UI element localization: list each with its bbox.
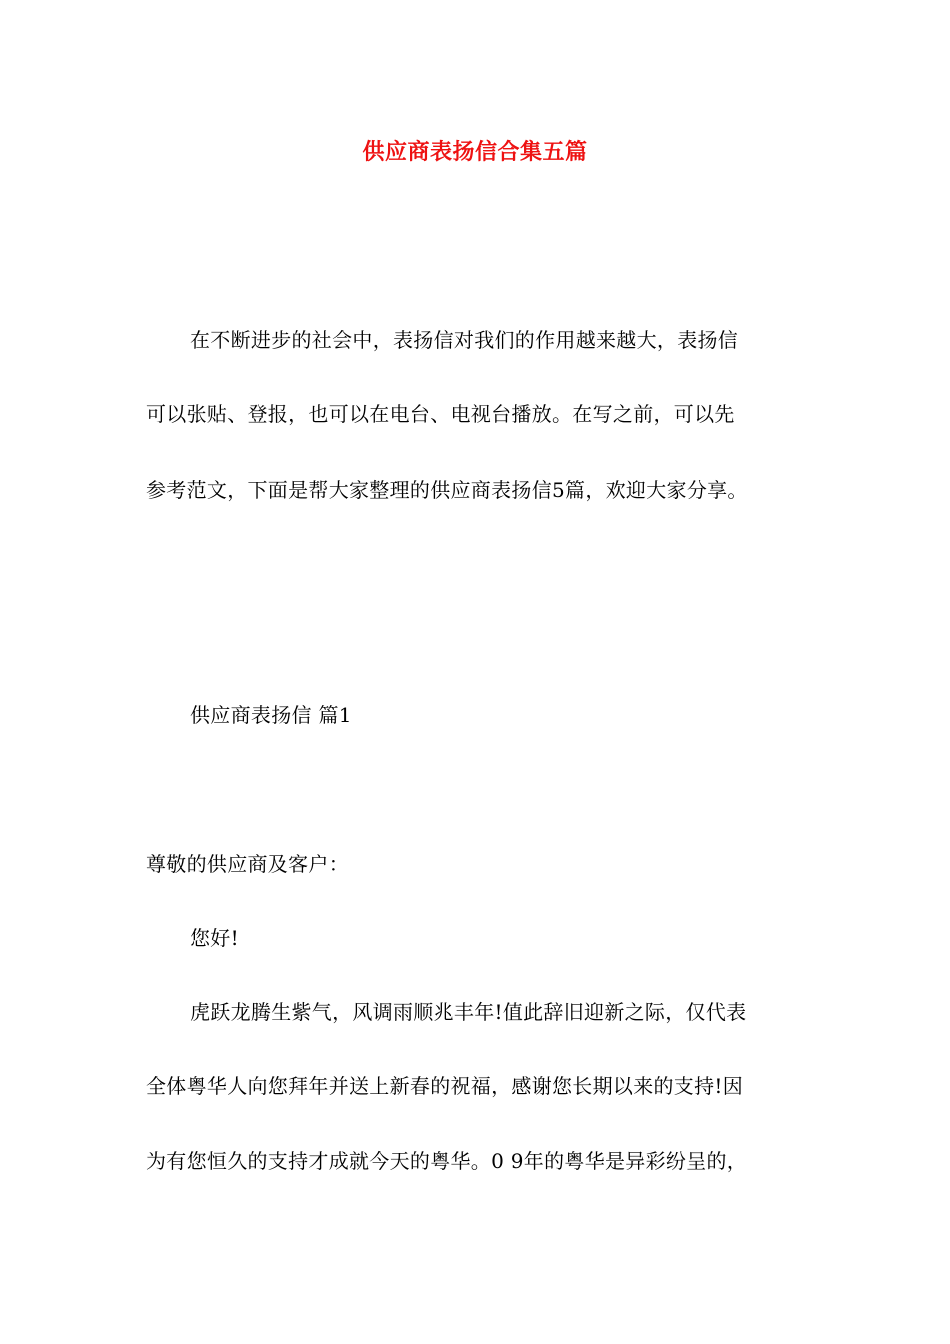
salutation: 尊敬的供应商及客户： [146, 852, 349, 876]
document-title: 供应商表扬信合集五篇 [362, 139, 588, 165]
intro-line-1: 在不断进步的社会中，表扬信对我们的作用越来越大，表扬信 [190, 328, 739, 352]
section-heading: 供应商表扬信 篇1 [190, 703, 352, 727]
intro-line-2: 可以张贴、登报，也可以在电台、电视台播放。在写之前，可以先 [146, 402, 735, 426]
body-line-2: 全体粤华人向您拜年并送上新春的祝福，感谢您长期以来的支持!因 [146, 1074, 744, 1098]
body-line-1: 虎跃龙腾生紫气，风调雨顺兆丰年!值此辞旧迎新之际，仅代表 [190, 1000, 747, 1024]
body-line-3: 为有您恒久的支持才成就今天的粤华。0 9年的粤华是异彩纷呈的， [146, 1149, 748, 1173]
greeting: 您好! [190, 926, 239, 950]
intro-line-3: 参考范文，下面是帮大家整理的供应商表扬信5篇，欢迎大家分享。 [146, 478, 748, 502]
